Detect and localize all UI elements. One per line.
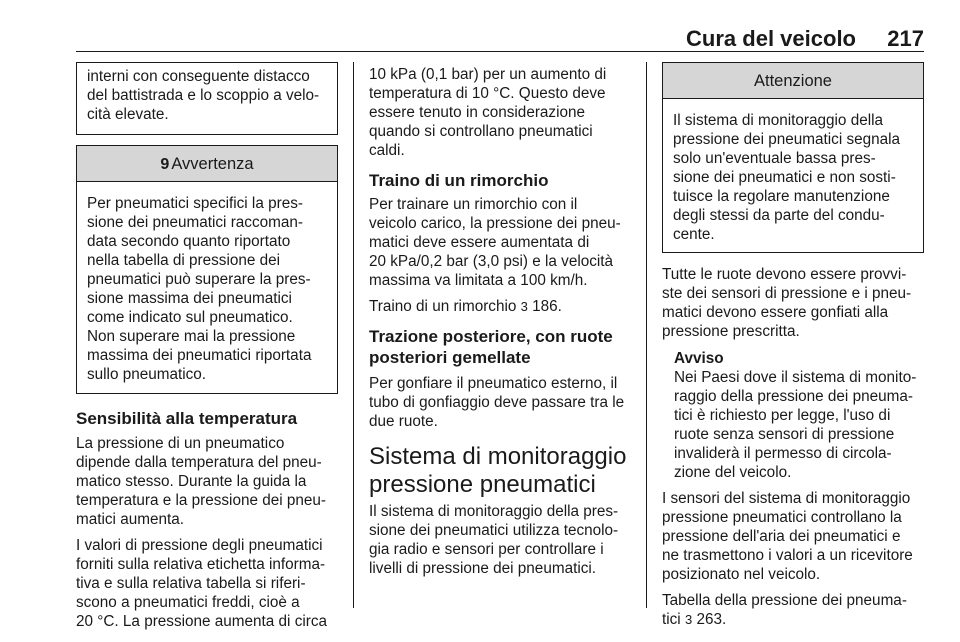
paragraph-trailer-ref — [369, 297, 631, 316]
trailer-ref-link[interactable]: 186. — [532, 298, 562, 315]
paragraph-rear-drive: Per gonfiare il pneumatico esterno, il tubo di gonfiaggio deve passare tra le due ruote. — [369, 375, 625, 430]
paragraph-temperature-3: 10 kPa (0,1 bar) per un aumento di temperatura di 10 °C. Questo deve essere tenuto in considerazione quando si controllano pneumatici caldi. — [369, 66, 607, 159]
heading-rear-drive: Trazione posteriore, con ruote posteriori gemellate — [369, 327, 613, 367]
section-title: Cura del veicolo — [686, 26, 856, 51]
heading-tpms: Sistema di monitoraggio pressione pneumatici — [369, 443, 627, 498]
paragraph-trailer: Per trainare un rimorchio con il veicolo carico, la pressione dei pneu- matici deve essere aumentata di 20 kPa/0,2 bar (3,0 psi) e la velocità massima va limitata a 100 km/h. — [369, 196, 621, 289]
paragraph-sensors-function: I sensori del sistema di monitoraggio pressione pneumatici controllano la pressione dell'aria dei pneumatici e ne trasmettono i valori a un ricevitore posizionato nel veicolo. — [662, 490, 913, 583]
pressure-table-ref-link[interactable]: 263. — [696, 611, 727, 628]
page-header — [76, 26, 924, 52]
warning-box — [76, 145, 338, 394]
paragraph-pressure-table-ref — [662, 591, 924, 629]
column-2 — [369, 62, 631, 578]
paragraph-temperature-1: La pressione di un pneumatico dipende dalla temperatura del pneu- matico stesso. Durante la guida la temperatura e la pressione dei pneu- matici aumenta. — [76, 435, 327, 528]
notice-block — [674, 349, 924, 482]
continued-warning-text: interni con conseguente distacco del battistrada e lo scoppio a velo- cità elevate. — [87, 68, 320, 123]
header-divider — [76, 51, 924, 52]
caution-header — [663, 63, 923, 99]
column-3 — [662, 62, 924, 629]
warning-title: Avvertenza — [171, 155, 254, 173]
warning-header — [77, 146, 337, 182]
warning-text: Per pneumatici specifici la pres- sione dei pneumatici raccoman- data secondo quanto riportato nella tabella di pressione dei pneumatici può superare la pres- sione massima dei pneumatici come indicato sul pneumatico. Non superare mai la pressione massima dei pneumatici riportata sullo pneumatico. — [87, 195, 312, 383]
column-1 — [76, 62, 338, 631]
page-number: 217 — [887, 26, 924, 51]
caution-text: Il sistema di monitoraggio della pressione dei pneumatici segnala solo un'eventuale bassa pres- sione dei pneumatici e non sosti- tuisce la regolare manutenzione degli stessi da parte del condu- cente. — [673, 112, 901, 243]
trailer-ref-text: Traino di un rimorchio — [369, 298, 517, 315]
notice-text: Nei Paesi dove il sistema di monito- raggio della pressione dei pneuma- tici è richiesto per legge, l'uso di ruote senza sensori di pressione invaliderà il permesso di circola- zione del veicolo. — [674, 369, 917, 481]
paragraph-sensors-required: Tutte le ruote devono essere provvi- ste dei sensori di pressione e i pneu- matici devono essere gonfiati alla pressione prescritta. — [662, 266, 912, 340]
paragraph-tpms: Il sistema di monitoraggio della pres- sione dei pneumatici utilizza tecnolo- gia radio e sensori per controllare i livelli di pressione dei pneumatici. — [369, 503, 619, 577]
heading-trailer: Traino di un rimorchio — [369, 171, 549, 190]
reference-arrow-icon: 3 — [520, 299, 528, 314]
caution-title: Attenzione — [754, 72, 832, 90]
pressure-table-ref-text: Tabella della pressione dei pneuma- tici — [662, 592, 907, 628]
notice-title: Avviso — [674, 350, 724, 367]
paragraph-temperature-2: I valori di pressione degli pneumatici forniti sulla relativa etichetta informa- tiva e sulla relativa tabella si riferi- scono a pneumatici freddi, cioè a 20 °C. La pressione aumenta di circa — [76, 537, 328, 630]
caution-box — [662, 62, 924, 253]
heading-temperature: Sensibilità alla temperatura — [76, 409, 298, 428]
reference-arrow-icon: 3 — [684, 612, 693, 627]
column-divider-1 — [353, 62, 354, 608]
column-divider-2 — [646, 62, 647, 608]
warning-icon: 9 — [160, 156, 170, 173]
continued-warning-box — [76, 62, 338, 135]
